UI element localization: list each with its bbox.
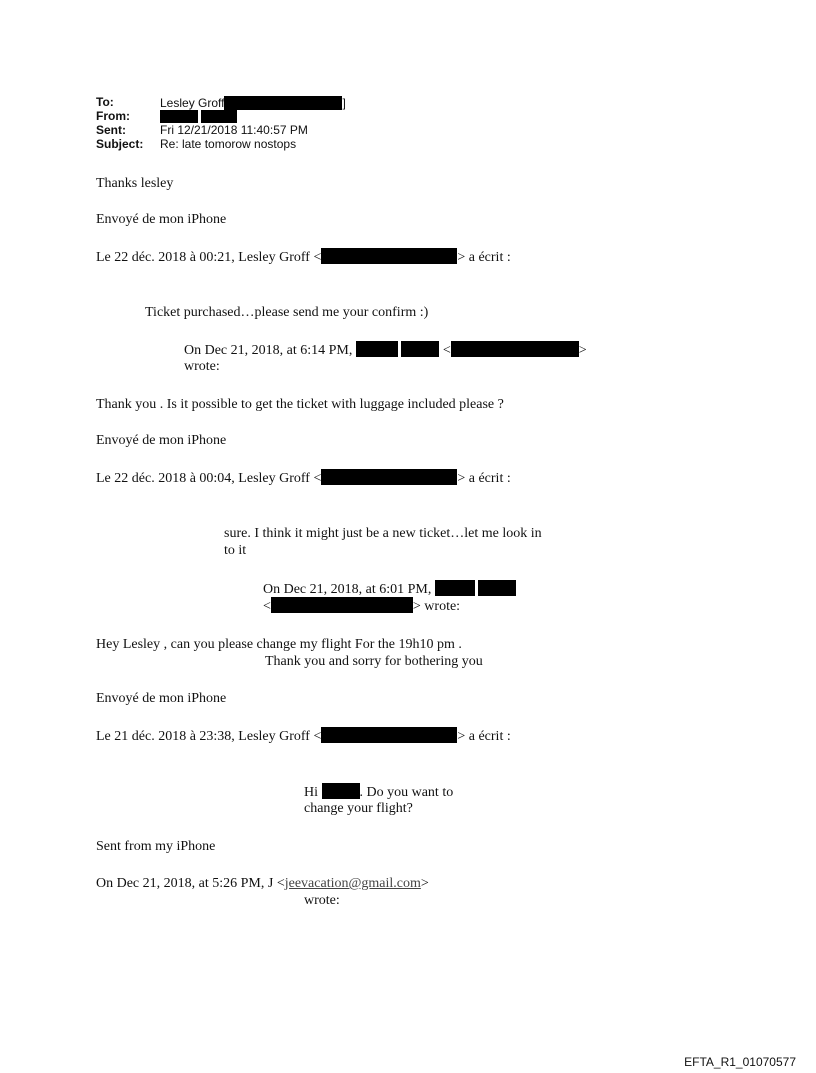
redaction-box: [322, 783, 360, 799]
quote-header: [96, 248, 511, 266]
redaction-box: [321, 727, 457, 743]
quote-header: [96, 875, 429, 892]
quote-header: [184, 341, 587, 359]
signature: Sent from my iPhone: [96, 839, 216, 854]
to-name: Lesley Groff: [160, 96, 225, 110]
message-text-rest: . Do you want to: [359, 785, 454, 800]
quote-header-suffix: > a écrit :: [457, 729, 511, 744]
signature: Envoyé de mon iPhone: [96, 212, 227, 227]
message-text: Thank you and sorry for bothering you: [265, 654, 483, 669]
quote-header-text: On Dec 21, 2018, at 6:14 PM,: [184, 343, 353, 358]
redaction-box: [224, 96, 342, 110]
from-value: [160, 110, 237, 123]
redaction-box: [271, 597, 413, 613]
quote-header: [96, 727, 511, 745]
redaction-box: [401, 341, 439, 357]
from-label: From:: [96, 109, 130, 123]
quote-header-text: Le 21 déc. 2018 à 23:38, Lesley Groff <: [96, 729, 322, 744]
message-text: to it: [224, 543, 247, 558]
message-text: [304, 783, 453, 801]
to-value: [160, 96, 346, 110]
message-text: Ticket purchased…please send me your confirm :): [145, 305, 429, 320]
quote-bracket: <: [263, 599, 271, 614]
redaction-box: [321, 469, 457, 485]
quote-header: [96, 469, 511, 487]
redaction-box: [435, 580, 475, 596]
sent-value: Fri 12/21/2018 11:40:57 PM: [160, 123, 308, 137]
signature: Envoyé de mon iPhone: [96, 691, 227, 706]
message-text: Hey Lesley , can you please change my flight For the 19h10 pm .: [96, 637, 462, 652]
sent-label: Sent:: [96, 123, 126, 137]
quote-header-text: Le 22 déc. 2018 à 00:21, Lesley Groff <: [96, 250, 322, 265]
redaction-box: [356, 341, 398, 357]
message-text: sure. I think it might just be a new ticket…let me look in: [224, 526, 542, 541]
quote-bracket: >: [420, 876, 429, 891]
redaction-box: [451, 341, 579, 357]
redaction-box: [478, 580, 516, 596]
redaction-box: [160, 110, 198, 123]
redaction-box: [201, 110, 237, 123]
document-id: EFTA_R1_01070577: [684, 1055, 796, 1069]
quote-bracket: >: [578, 343, 587, 358]
quote-header-text: On Dec 21, 2018, at 6:01 PM,: [263, 582, 432, 597]
quote-header: [263, 597, 460, 615]
redaction-box: [321, 248, 457, 264]
quote-header-text: On Dec 21, 2018, at 5:26 PM, J <: [96, 876, 285, 891]
reply-text: Thanks lesley: [96, 176, 174, 191]
quote-wrote: wrote:: [184, 359, 220, 374]
quote-wrote: > wrote:: [412, 599, 461, 614]
subject-value: Re: late tomorow nostops: [160, 137, 297, 151]
quote-wrote: wrote:: [304, 893, 340, 908]
subject-label: Subject:: [96, 137, 144, 151]
quote-header: [263, 580, 516, 598]
quote-header-suffix: > a écrit :: [457, 471, 511, 486]
message-text: change your flight?: [304, 801, 413, 816]
quote-header-suffix: > a écrit :: [457, 250, 511, 265]
to-bracket: ]: [342, 96, 346, 110]
quote-header-text: Le 22 déc. 2018 à 00:04, Lesley Groff <: [96, 471, 322, 486]
quote-bracket: <: [442, 343, 451, 358]
signature: Envoyé de mon iPhone: [96, 433, 227, 448]
email-link[interactable]: jeevacation@gmail.com: [284, 876, 421, 891]
message-greeting: Hi: [304, 785, 318, 800]
email-header: [96, 96, 496, 160]
to-label: To:: [96, 95, 114, 109]
message-text: Thank you . Is it possible to get the ticket with luggage included please ?: [96, 397, 504, 412]
